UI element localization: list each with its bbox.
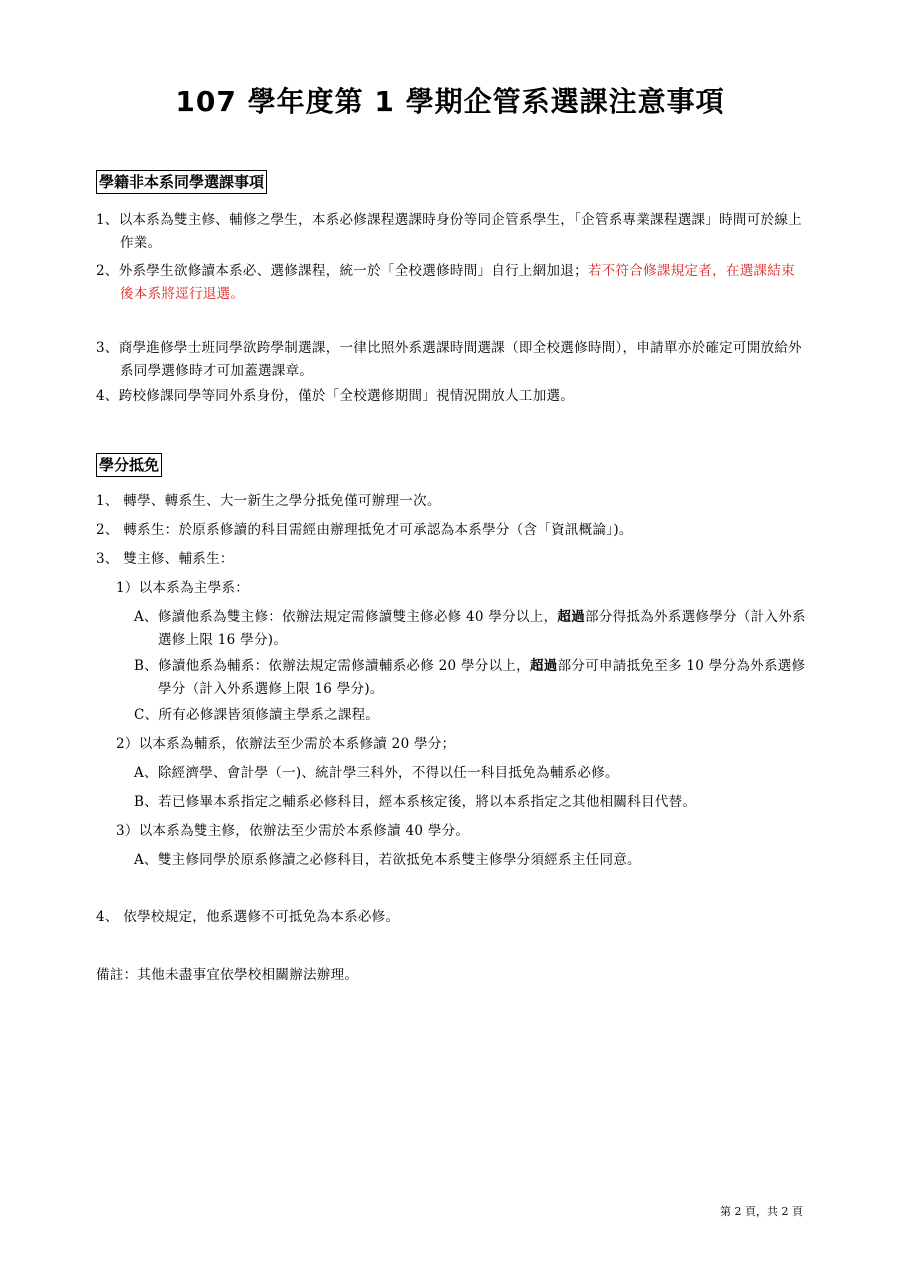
- section-heading-credit-waiver: 學分抵免: [96, 453, 162, 477]
- section2-sub-1-a: [134, 606, 808, 652]
- sub1-a-post: 部分得抵為外系選修學分（計入外系選修上限 16 學分)。: [158, 609, 806, 648]
- section1-item-4-text: 4、跨校修課同學等同外系身份，僅於「全校選修期間」視情況開放人工加選。: [96, 388, 575, 404]
- section2-sub-2-a: A、除經濟學、會計學（一)、統計學三科外，不得以任一科目抵免為輔系必修。: [134, 765, 619, 781]
- section-heading-non-dept-students: 學籍非本系同學選課事項: [96, 170, 267, 194]
- sub1-a-pre: A、修讀他系為雙主修：依辦法規定需修讀雙主修必修 40 學分以上，: [134, 609, 558, 625]
- section1-item-3: [96, 337, 808, 383]
- page-number-footer: 第 2 頁，共 2 頁: [720, 1205, 803, 1218]
- section2-item-3: 3、 雙主修、輔系生：: [96, 551, 234, 567]
- sub1-b-emphasis: 超過: [529, 658, 558, 674]
- section2-sub-2-b: B、若已修畢本系指定之輔系必修科目，經本系核定後，將以本系指定之其他相關科目代替。: [134, 794, 697, 810]
- section2-item-2: 2、 轉系生：於原系修讀的科目需經由辦理抵免才可承認為本系學分（含「資訊概論」)。: [96, 522, 633, 538]
- section1-item-2: [96, 260, 808, 306]
- section2-sub-2: 2）以本系為輔系，依辦法至少需於本系修讀 20 學分；: [116, 736, 456, 752]
- section2-sub-1: 1）以本系為主學系：: [116, 580, 250, 596]
- section1-item-2-warning: 若不符合修課規定者，在選課結束後本系將逕行退選。: [120, 263, 795, 302]
- remarks-note: 備註：其他未盡事宜依學校相關辦法辦理。: [96, 967, 359, 983]
- section2-sub-3-a: A、雙主修同學於原系修讀之必修科目，若欲抵免本系雙主修學分須經系主任同意。: [134, 852, 641, 868]
- section1-item-1-text: 1、以本系為雙主修、輔修之學生，本系必修課程選課時身份等同企管系學生，「企管系專業課程選課」時間可於線上作業。: [96, 212, 802, 251]
- section1-item-2-text: 2、外系學生欲修讀本系必、選修課程，統一於「全校選修時間」自行上網加退；: [96, 263, 588, 279]
- section2-sub-1-b: [134, 655, 808, 701]
- section2-item-4: 4、 依學校規定，他系選修不可抵免為本系必修。: [96, 909, 400, 925]
- page-title: 107 學年度第 1 學期企管系選課注意事項: [175, 85, 725, 118]
- sub1-b-pre: B、修讀他系為輔系：依辦法規定需修讀輔系必修 20 學分以上，: [134, 658, 530, 674]
- section2-sub-3: 3）以本系為雙主修，依辦法至少需於本系修讀 40 學分。: [116, 823, 470, 839]
- section1-item-4: [96, 385, 808, 408]
- section1-item-1: [96, 209, 808, 255]
- sub1-a-emphasis: 超過: [557, 609, 586, 625]
- section2-item-1: 1、 轉學、轉系生、大一新生之學分抵免僅可辦理一次。: [96, 493, 441, 509]
- section1-item-3-text: 3、商學進修學士班同學欲跨學制選課，一律比照外系選課時間選課（即全校選修時間），申請單亦於確定可開放給外系同學選修時才可加蓋選課章。: [96, 340, 802, 379]
- section2-sub-1-c: C、所有必修課皆須修讀主學系之課程。: [134, 707, 380, 723]
- sub1-b-post: 部分可申請抵免至多 10 學分為外系選修學分（計入外系選修上限 16 學分)。: [158, 658, 806, 697]
